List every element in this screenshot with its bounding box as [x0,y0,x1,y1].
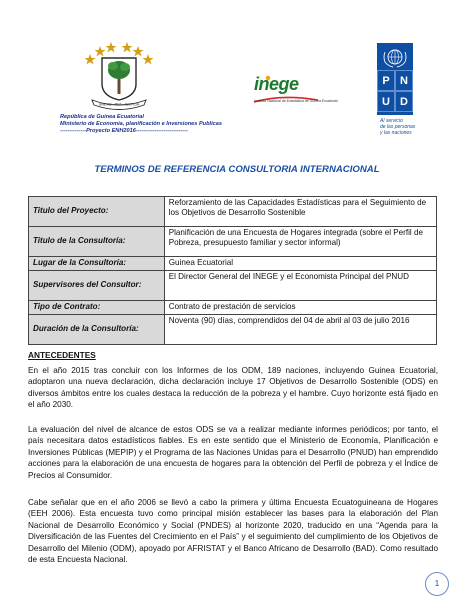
pnud-letter: U [377,91,395,112]
table-row [29,227,437,257]
row-key: Supervisores del Consultor: [29,271,165,301]
row-value: El Director General del INEGE y el Economista Principal del PNUD [164,271,436,301]
row-key: Tipo de Contrato: [29,301,165,315]
paragraph: La evaluación del nivel de alcance de estos ODS se va a realizar mediante informes periódicos; por tanto, el país necesitara datos estadísticos fiables. Es en este sentido que el Ministerio de Economía, Planificación e Inversiones Públicas (MEPIP) y el Programa de las Naciones Unidas para el Desarrollo (PNUD) han emprendido acciones para la elaboración de una encuesta de hogares para la obtención del Perfil de pobreza y el Índice de Precios al Consumidor. [28,425,438,480]
caption-line-ministry: Ministerio de Economía, planificación e Inversiones Publicas [60,121,222,127]
table-row [29,197,437,227]
row-key: Duración de la Consultoría: [29,315,165,345]
table-row [29,257,437,271]
row-key: Titulo de la Consultoría: [29,227,165,257]
pnud-letter: P [377,70,395,91]
row-value: Planificación de una Encuesta de Hogares integrada (sobre el Perfil de Pobreza, presupuesto familiar y sector informal) [164,227,436,257]
caption-line-project: --------------Proyecto ENH2016---------------------------- [60,128,188,134]
tagline-line: Al servicio [380,118,403,124]
tagline-line: y las naciones [380,130,412,136]
page-number: 1 [425,572,449,596]
pnud-letters [377,70,413,112]
pnud-tagline [380,118,440,136]
inege-wordmark: inege [254,74,299,94]
inege-subtitle: Instituto Nacional de Estadística de Guinea Ecuatorial [254,99,338,103]
table-row [29,315,437,345]
row-value: Guinea Ecuatorial [164,257,436,271]
row-key: Titulo del Proyecto: [29,197,165,227]
table-row [29,271,437,301]
caption-line-country: República de Guinea Ecuatorial [60,114,144,120]
row-value: Noventa (90) días, comprendidos del 04 de abril al 03 de julio 2016 [164,315,436,345]
row-value: Reforzamiento de las Capacidades Estadísticas para el Seguimiento de los Objetivos de Desarrollo Sostenible [164,197,436,227]
document-title: TERMINOS DE REFERENCIA CONSULTORIA INTERNACIONAL [94,164,380,175]
equatorial-guinea-coat-of-arms-icon [82,40,156,110]
ministry-caption [60,114,240,135]
tagline-line: de las personas [380,124,416,130]
project-info-table [28,196,437,345]
row-value: Contrato de prestación de servicios [164,301,436,315]
pnud-letter: N [395,70,413,91]
pnud-letter: D [395,91,413,112]
svg-text:UNIDAD • PAZ • JUSTICIA: UNIDAD • PAZ • JUSTICIA [98,102,140,107]
table-row [29,301,437,315]
row-key: Lugar de la Consultoría: [29,257,165,271]
paragraph: En el año 2015 tras concluir con los Informes de los ODM, 189 naciones, incluyendo Guinea Ecuatorial, adoptaron una nueva declaración, dicha declaración incluye 17 Objetivos de Desarrollo Sostenible (ODS) en diversos ámbitos entre los cuales destaca la reducción de la pobreza y el hambre. Cuyo horizonte está fijado en el año 2030. [28,366,438,410]
letterhead [0,0,474,150]
section-heading: ANTECEDENTES [28,350,96,360]
paragraph: Cabe señalar que en el año 2006 se llevó a cabo la primera y última Encuesta Ecuatoguineana de Hogares (EEH 2006). Esta encuesta tuvo como principal misión establecer las bases para la elaboración del Plan Nacional de Desarrollo Económico y Social (PNDES) al horizonte 2020, traducido en una “Agenda para la Diversificación de las Fuentes del Crecimiento en el País” y el seguimiento del cumplimiento de los Objetivos de Desarrollo del Milenio (ODM), apoyado por AFRISTAT y el Banco Africano de Desarrollo (BAD). Como resultado de esta Encuesta Nacional. [28,498,438,565]
un-emblem-icon [382,46,408,68]
